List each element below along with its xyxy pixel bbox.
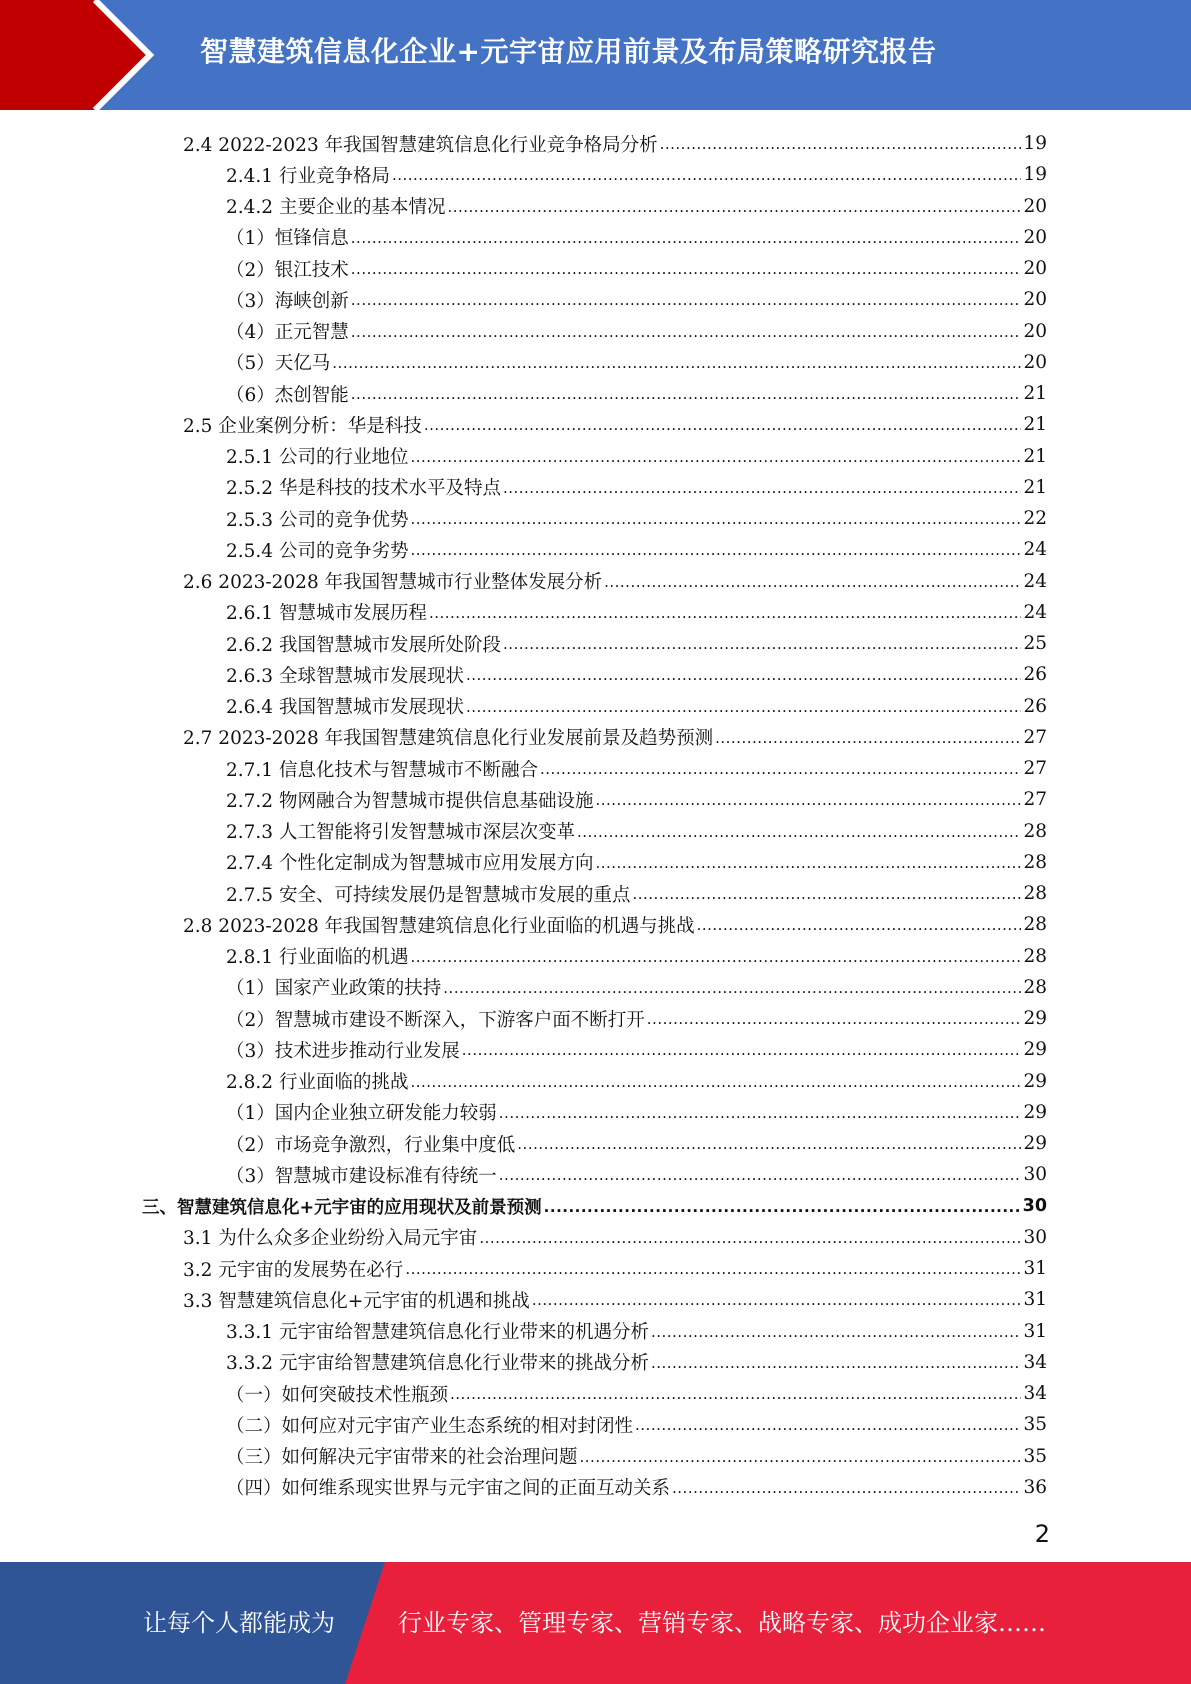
- toc-dot-leader: [647, 1003, 1022, 1034]
- toc-entry-label: （四）如何维系现实世界与元宇宙之间的正面互动关系: [226, 1478, 671, 1500]
- toc-entry[interactable]: [226, 628, 1047, 659]
- toc-entry-label: 3.3 智慧建筑信息化+元宇宙的机遇和挑战: [183, 1290, 530, 1312]
- toc-dot-leader: [651, 1316, 1021, 1347]
- toc-dot-leader: [479, 1222, 1021, 1253]
- toc-dot-leader: [429, 597, 1021, 628]
- toc-dot-leader: [672, 1472, 1021, 1503]
- toc-dot-leader: [447, 191, 1021, 222]
- toc-entry-page: 28: [1023, 883, 1047, 904]
- toc-entry-label: 2.5 企业案例分析：华是科技: [183, 415, 422, 437]
- toc-dot-leader: [632, 878, 1021, 909]
- toc-entry-label: （2）智慧城市建设不断深入，下游客户面不断打开: [226, 1009, 645, 1031]
- toc-dot-leader: [595, 784, 1021, 815]
- toc-entry[interactable]: [183, 409, 1047, 440]
- toc-entry[interactable]: [226, 1003, 1047, 1034]
- toc-dot-leader: [517, 1128, 1021, 1159]
- toc-dot-leader: [466, 659, 1021, 690]
- toc-entry[interactable]: [183, 1284, 1047, 1315]
- toc-entry-label: （3）智慧城市建设标准有待统一: [226, 1165, 497, 1187]
- toc-dot-leader: [577, 816, 1021, 847]
- toc-entry-label: 2.6.4 我国智慧城市发展现状: [226, 697, 464, 718]
- toc-entry[interactable]: [226, 1316, 1047, 1347]
- toc-entry-label: 2.6 2023-2028 年我国智慧城市行业整体发展分析: [183, 572, 603, 593]
- toc-entry-label: （1）国内企业独立研发能力较弱: [226, 1103, 497, 1125]
- toc-entry-label: （6）杰创智能: [226, 384, 349, 406]
- toc-entry[interactable]: [226, 1034, 1047, 1065]
- toc-entry[interactable]: [226, 159, 1047, 190]
- toc-dot-leader: [697, 909, 1022, 940]
- toc-entry-page: 31: [1023, 1320, 1047, 1342]
- toc-entry-page: 28: [1023, 945, 1047, 967]
- toc-entry-label: 2.5.2 华是科技的技术水平及特点: [226, 478, 501, 500]
- footer-slogan-left: 让每个人都能成为: [143, 1609, 335, 1637]
- toc-entry-page: 28: [1023, 820, 1047, 842]
- toc-entry-page: 19: [1023, 164, 1047, 186]
- toc-entry-label: （3）技术进步推动行业发展: [226, 1040, 460, 1062]
- toc-entry[interactable]: [226, 284, 1047, 315]
- toc-entry-page: 35: [1023, 1414, 1047, 1436]
- toc-entry-page: 21: [1023, 383, 1047, 404]
- toc-entry-page: 31: [1023, 1289, 1047, 1311]
- toc-entry-label: 2.4.1 行业竞争格局: [226, 165, 390, 187]
- toc-dot-leader: [466, 691, 1021, 722]
- toc-entry[interactable]: [226, 378, 1047, 409]
- toc-entry-label: 2.5.4 公司的竞争劣势: [226, 540, 409, 562]
- toc-dot-leader: [443, 972, 1021, 1003]
- toc-entry-page: 34: [1023, 1383, 1047, 1404]
- toc-entry[interactable]: [183, 909, 1047, 940]
- toc-dot-leader: [410, 534, 1021, 565]
- toc-entry[interactable]: [226, 1128, 1047, 1159]
- toc-dot-leader: [410, 503, 1021, 534]
- toc-entry-page: 28: [1023, 914, 1047, 936]
- toc-dot-leader: [351, 284, 1022, 315]
- toc-entry-label: 2.5.3 公司的竞争优势: [226, 509, 409, 531]
- toc-entry[interactable]: [226, 1409, 1047, 1440]
- toc-entry[interactable]: [183, 566, 1047, 597]
- toc-entry[interactable]: [226, 1066, 1047, 1097]
- toc-entry-page: 29: [1023, 1070, 1047, 1092]
- toc-entry[interactable]: [183, 1253, 1047, 1284]
- toc-dot-leader: [499, 1159, 1022, 1190]
- toc-entry-label: （1）国家产业政策的扶持: [226, 978, 442, 1000]
- toc-entry[interactable]: [183, 128, 1047, 159]
- toc-entry-label: 3.2 元宇宙的发展势在必行: [183, 1259, 404, 1281]
- toc-dot-leader: [580, 1441, 1022, 1472]
- toc-entry-label: 2.8 2023-2028 年我国智慧建筑信息化行业面临的机遇与挑战: [183, 915, 695, 937]
- toc-dot-leader: [595, 847, 1021, 878]
- toc-entry[interactable]: [226, 753, 1047, 784]
- toc-entry-label: 2.7.2 物网融合为智慧城市提供信息基础设施: [226, 790, 594, 812]
- toc-entry[interactable]: [226, 534, 1047, 565]
- toc-entry-page: 20: [1023, 320, 1047, 342]
- toc-entry-label: 2.4.2 主要企业的基本情况: [226, 197, 446, 218]
- toc-dot-leader: [410, 441, 1021, 472]
- toc-entry[interactable]: [226, 441, 1047, 472]
- toc-entry-page: 25: [1023, 633, 1047, 654]
- toc-dot-leader: [405, 1253, 1021, 1284]
- toc-entry-label: （三）如何解决元宇宙带来的社会治理问题: [226, 1447, 578, 1468]
- toc-entry-label: 2.7.1 信息化技术与智慧城市不断融合: [226, 759, 538, 781]
- toc-entry-label: 3.1 为什么众多企业纷纷入局元宇宙: [183, 1228, 478, 1250]
- toc-entry[interactable]: [226, 1347, 1047, 1378]
- toc-entry-page: 27: [1023, 758, 1047, 779]
- toc-entry-page: 20: [1023, 195, 1047, 217]
- toc-entry-page: 22: [1023, 508, 1047, 529]
- toc-entry[interactable]: [183, 722, 1047, 753]
- toc-entry-label: （1）恒锋信息: [226, 228, 349, 250]
- toc-entry-label: （2）银江技术: [226, 259, 349, 281]
- toc-entry-label: 三、智慧建筑信息化+元宇宙的应用现状及前景预测: [142, 1197, 542, 1218]
- toc-entry-page: 36: [1023, 1476, 1047, 1498]
- toc-dot-leader: [604, 566, 1021, 597]
- toc-entry-label: 2.7 2023-2028 年我国智慧建筑信息化行业发展前景及趋势预测: [183, 728, 714, 750]
- header-banner: [0, 0, 1191, 110]
- toc-entry-page: 24: [1023, 570, 1047, 592]
- page-number: 2: [1034, 1520, 1050, 1548]
- toc-entry-page: 31: [1023, 1258, 1047, 1279]
- toc-entry-page: 35: [1023, 1445, 1047, 1467]
- toc-entry-page: 27: [1023, 726, 1047, 748]
- toc-entry-label: （2）市场竞争激烈，行业集中度低: [226, 1134, 516, 1156]
- toc-entry-page: 30: [1023, 1226, 1047, 1248]
- toc-entry[interactable]: [226, 659, 1047, 690]
- toc-dot-leader: [351, 222, 1022, 253]
- toc-entry[interactable]: [226, 253, 1047, 284]
- toc-dot-leader: [351, 253, 1022, 284]
- toc-dot-leader: [532, 1284, 1022, 1315]
- toc-entry-page: 24: [1023, 601, 1047, 623]
- toc-entry-label: 3.3.2 元宇宙给智慧建筑信息化行业带来的挑战分析: [226, 1353, 649, 1375]
- toc-entry[interactable]: [226, 816, 1047, 847]
- toc-dot-leader: [332, 347, 1021, 378]
- toc-entry-label: 2.6.1 智慧城市发展历程: [226, 603, 427, 625]
- toc-entry-label: 2.7.4 个性化定制成为智慧城市应用发展方向: [226, 853, 594, 875]
- toc-entry[interactable]: [226, 347, 1047, 378]
- toc-entry-page: 20: [1023, 258, 1047, 279]
- toc-dot-leader: [351, 378, 1022, 409]
- toc-entry-label: 2.6.3 全球智慧城市发展现状: [226, 665, 464, 687]
- toc-entry[interactable]: [226, 472, 1047, 503]
- toc-entry-label: 2.7.5 安全、可持续发展仍是智慧城市发展的重点: [226, 884, 631, 906]
- toc-dot-leader: [715, 722, 1021, 753]
- toc-dot-leader: [424, 409, 1022, 440]
- toc-entry[interactable]: [226, 878, 1047, 909]
- toc-entry-page: 28: [1023, 851, 1047, 873]
- toc-entry-page: 20: [1023, 289, 1047, 311]
- toc-entry-label: 2.7.3 人工智能将引发智慧城市深层次变革: [226, 822, 575, 843]
- toc-entry[interactable]: [226, 1159, 1047, 1190]
- toc-entry-label: （3）海峡创新: [226, 290, 349, 312]
- toc-dot-leader: [450, 1378, 1021, 1409]
- toc-entry-page: 28: [1023, 976, 1047, 998]
- toc-entry[interactable]: [226, 972, 1047, 1003]
- toc-entry[interactable]: [226, 784, 1047, 815]
- toc-entry[interactable]: [226, 1097, 1047, 1128]
- toc-entry[interactable]: [226, 316, 1047, 347]
- toc-entry-page: 26: [1023, 664, 1047, 686]
- toc-dot-leader: [503, 628, 1021, 659]
- toc-entry[interactable]: [226, 1472, 1047, 1503]
- toc-entry[interactable]: [226, 1441, 1047, 1472]
- toc-entry-page: 34: [1023, 1351, 1047, 1373]
- toc-entry[interactable]: [226, 691, 1047, 722]
- toc-entry-label: （一）如何突破技术性瓶颈: [226, 1384, 449, 1406]
- header-red-arrow: [0, 0, 150, 110]
- toc-dot-leader: [392, 159, 1021, 190]
- toc-entry-page: 29: [1023, 1039, 1047, 1061]
- toc-entry-label: 2.5.1 公司的行业地位: [226, 447, 409, 468]
- toc-entry-label: 2.8.1 行业面临的机遇: [226, 947, 409, 968]
- toc-entry[interactable]: [226, 1378, 1047, 1409]
- toc-dot-leader: [503, 472, 1021, 503]
- toc-entry-page: 21: [1023, 414, 1047, 436]
- toc-dot-leader: [651, 1347, 1021, 1378]
- toc-entry[interactable]: [226, 941, 1047, 972]
- toc-dot-leader: [544, 1191, 1021, 1222]
- footer-slogan-right: 行业专家、管理专家、营销专家、战略专家、成功企业家……: [398, 1609, 1046, 1637]
- toc-entry-page: 30: [1023, 1164, 1047, 1186]
- toc-entry[interactable]: [226, 847, 1047, 878]
- toc-dot-leader: [499, 1097, 1022, 1128]
- toc-entry[interactable]: [226, 597, 1047, 628]
- toc-dot-leader: [660, 128, 1022, 159]
- toc-entry-page: 29: [1023, 1008, 1047, 1029]
- toc-entry-page: 21: [1023, 445, 1047, 467]
- toc-entry[interactable]: [226, 503, 1047, 534]
- toc-entry-page: 29: [1023, 1133, 1047, 1154]
- toc-entry-label: （二）如何应对元宇宙产业生态系统的相对封闭性: [226, 1415, 634, 1437]
- toc-entry[interactable]: [183, 1222, 1047, 1253]
- toc-entry[interactable]: [226, 222, 1047, 253]
- toc-dot-leader: [462, 1034, 1022, 1065]
- toc-dot-leader: [410, 941, 1021, 972]
- toc-dot-leader: [635, 1409, 1021, 1440]
- toc-entry-label: 2.4 2022-2023 年我国智慧建筑信息化行业竞争格局分析: [183, 134, 658, 156]
- toc-entry-page: 30: [1022, 1196, 1047, 1216]
- toc-dot-leader: [540, 753, 1021, 784]
- toc-entry-page: 19: [1023, 133, 1047, 154]
- toc-entry[interactable]: [226, 191, 1047, 222]
- toc-dot-leader: [410, 1066, 1021, 1097]
- toc-dot-leader: [351, 316, 1022, 347]
- toc-entry-label: 3.3.1 元宇宙给智慧建筑信息化行业带来的机遇分析: [226, 1322, 649, 1343]
- toc-entry-page: 29: [1023, 1101, 1047, 1123]
- toc-entry-page: 21: [1023, 476, 1047, 498]
- toc-entry-page: 24: [1023, 539, 1047, 561]
- toc-entry-page: 27: [1023, 789, 1047, 811]
- toc-entry-label: （4）正元智慧: [226, 322, 349, 343]
- toc-entry-label: 2.6.2 我国智慧城市发展所处阶段: [226, 634, 501, 656]
- toc-entry-label: 2.8.2 行业面临的挑战: [226, 1072, 409, 1093]
- header-title: 智慧建筑信息化企业+元宇宙应用前景及布局策略研究报告: [200, 35, 937, 68]
- toc-entry-page: 20: [1023, 351, 1047, 373]
- toc-entry-page: 26: [1023, 695, 1047, 717]
- toc-entry[interactable]: [142, 1191, 1047, 1222]
- toc-entry-page: 20: [1023, 226, 1047, 248]
- footer-banner: [0, 1562, 1191, 1684]
- toc-entry-label: （5）天亿马: [226, 353, 331, 375]
